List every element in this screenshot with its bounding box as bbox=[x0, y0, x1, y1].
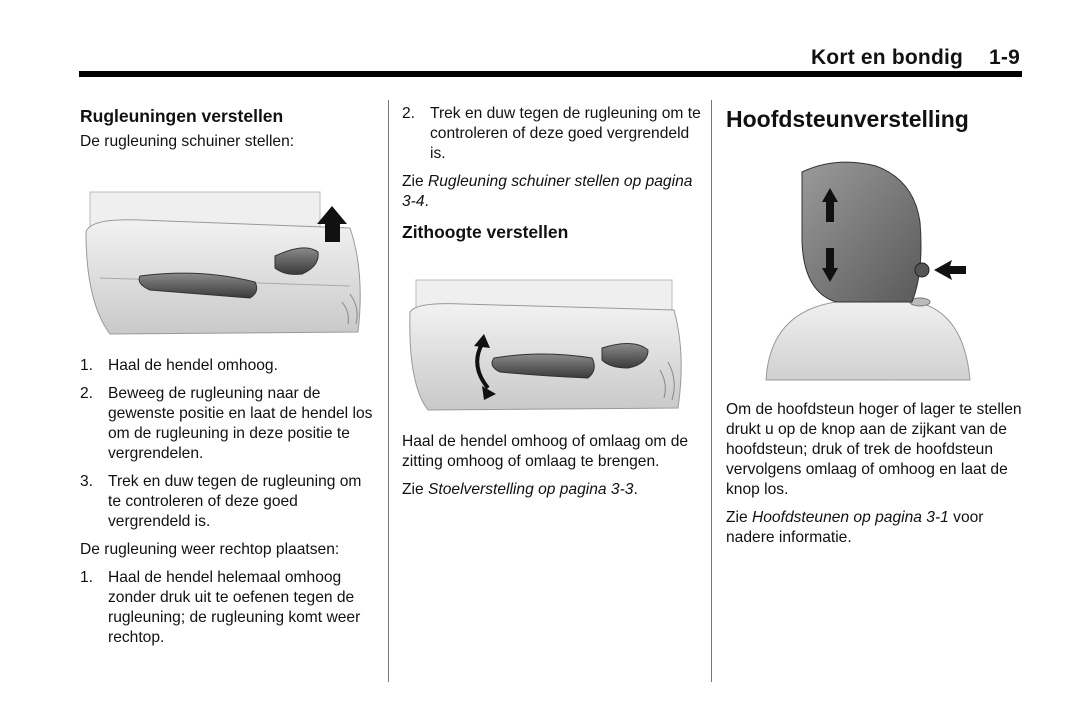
column-divider-2 bbox=[711, 100, 712, 682]
page-number: 1-9 bbox=[989, 46, 1020, 69]
list-item: 2. Trek en duw tegen de rugleuning om te controleren of deze goed vergrendeld is. bbox=[402, 105, 701, 162]
body-text: Om de hoofdsteun hoger of lager te stellen drukt u op de knop aan de zijkant van de hoofdsteun; druk of trek de hoofdsteun vervolgens omlaag of omhoog en laat de knop los. bbox=[726, 401, 1022, 498]
section-title bbox=[811, 46, 1020, 70]
list-item: 3. Trek en duw tegen de rugleuning om te controleren of deze goed vergrendeld is. bbox=[80, 473, 362, 530]
section-heading: Hoofdsteunverstelling bbox=[726, 106, 969, 132]
cross-reference: Zie Stoelverstelling op pagina 3-3. bbox=[402, 481, 638, 498]
section-heading: Rugleuningen verstellen bbox=[80, 106, 284, 126]
section-heading: Zithoogte verstellen bbox=[402, 222, 569, 242]
right-column bbox=[726, 104, 1022, 556]
cross-reference: Zie Hoofdsteunen op pagina 3-1 voor nadere informatie. bbox=[726, 509, 984, 546]
chapter-title: Kort en bondig bbox=[810, 46, 964, 69]
reference-link: Hoofdsteunen op pagina 3-1 bbox=[752, 509, 949, 526]
upright-intro: De rugleuning weer rechtop plaatsen: bbox=[80, 541, 340, 558]
left-column bbox=[80, 104, 378, 656]
seat-height-illustration bbox=[402, 274, 686, 416]
continued-steps bbox=[402, 104, 702, 164]
head-restraint-illustration bbox=[726, 152, 976, 384]
cross-reference: Zie Rugleuning schuiner stellen op pagina 3-4. bbox=[402, 173, 693, 210]
recline-steps bbox=[80, 356, 378, 532]
list-item: 1. Haal de hendel omhoog. bbox=[80, 357, 278, 374]
middle-column bbox=[402, 104, 702, 508]
header-rule bbox=[79, 71, 1022, 77]
list-item: 1. Haal de hendel helemaal omhoog zonder druk uit te oefenen tegen de rugleuning; de rugleuning komt weer rechtop. bbox=[80, 569, 361, 646]
reference-link: Stoelverstelling op pagina 3-3 bbox=[428, 481, 634, 498]
reference-link: Rugleuning schuiner stellen op pagina 3-4 bbox=[402, 173, 693, 210]
intro-text: De rugleuning schuiner stellen: bbox=[80, 133, 295, 150]
seatback-recline-illustration bbox=[80, 182, 364, 340]
body-text: Haal de hendel omhoog of omlaag om de zitting omhoog of omlaag te brengen. bbox=[402, 433, 689, 470]
list-item: 2. Beweeg de rugleuning naar de gewenste positie en laat de hendel los om de rugleuning in deze positie te vergrendelen. bbox=[80, 385, 373, 462]
upright-steps bbox=[80, 568, 378, 648]
column-divider-1 bbox=[388, 100, 389, 682]
